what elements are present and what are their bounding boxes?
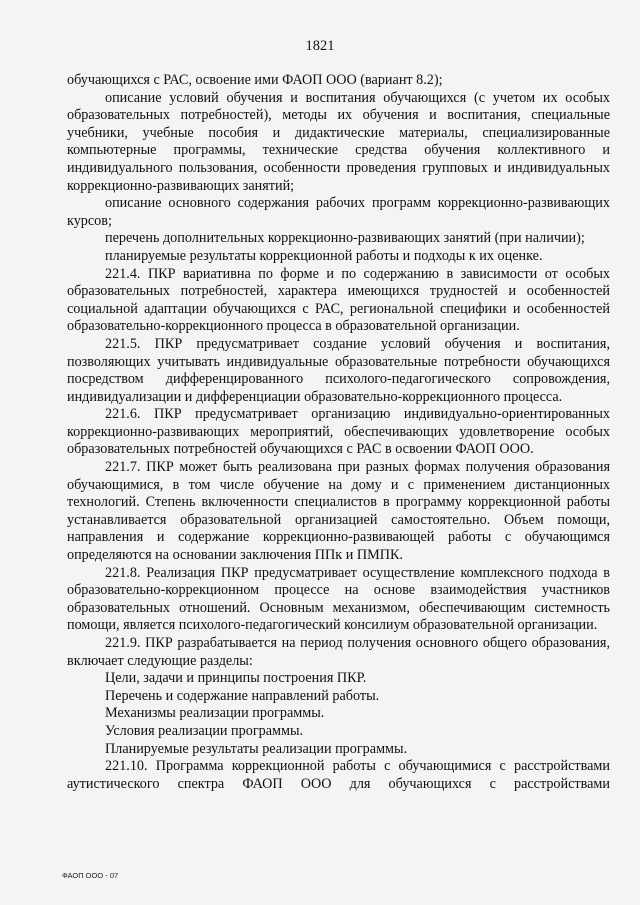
paragraph: 221.8. Реализация ПКР предусматривает осуществление комплексного подхода в образовательно-коррекционном процессе на основе взаимодействия участников образовательных отношений. Основным механизмом, обеспечивающим системность помощи, является психолого-педагогический консилиум образовательной организации. [67,564,610,634]
paragraph: Перечень и содержание направлений работы. [105,687,380,704]
paragraph: 221.4. ПКР вариативна по форме и по содержанию в зависимости от особых образовательных потребностей, характера имеющихся трудностей и особенностей социальной адаптации обучающихся с РАС, региональной специфики и особенностей образовательно-коррекционного процесса в образовательной организации. [67,265,610,335]
paragraph: 221.6. ПКР предусматривает организацию индивидуально-ориентированных коррекционно-развивающих мероприятий, обеспечивающих удовлетворение особых образовательных потребностей обучающихся с РАС в освоении ФАОП ООО. [67,406,610,458]
paragraph: планируемые результаты коррекционной работы и подходы к их оценке. [105,247,543,264]
paragraph: описание основного содержания рабочих программ коррекционно-развивающих курсов; [67,195,610,229]
paragraph: Условия реализации программы. [105,722,304,739]
paragraph: 221.5. ПКР предусматривает создание условий обучения и воспитания, позволяющих учитывать индивидуальные образовательные потребности обучающихся посредством дифференцированного психолого-педагогического сопровождения, индивидуализации и дифференциации образовательно-коррекционного процесса. [67,335,610,405]
paragraph: обучающихся с РАС, освоение ими ФАОП ООО (вариант 8.2); [67,72,443,88]
paragraph: 221.9. ПКР разрабатывается на период получения основного общего образования, включает следующие разделы: [67,635,610,669]
paragraph: Механизмы реализации программы. [105,705,325,722]
page-footer: ФАОП ООО - 07 [62,871,119,880]
paragraph: описание условий обучения и воспитания обучающихся (с учетом их особых образовательных потребностей), методы их обучения и воспитания, специальные учебники, учебные пособия и дидактические материалы, специализированные компьютерные программы, технические средства обучения коллективного и индивидуального пользования, особенности проведения групповых и индивидуальных коррекционно-развивающих занятий; [67,89,610,194]
page-number: 1821 [305,38,335,54]
paragraph: 221.10. Программа коррекционной работы с обучающимися с расстройствами аутистического спектра ФАОП ООО для обучающихся с расстройствами [67,758,610,792]
paragraph: Цели, задачи и принципы построения ПКР. [105,670,367,687]
document-body [67,72,610,793]
paragraph: 221.7. ПКР может быть реализована при разных формах получения образования обучающимися, в том числе обучение на дому и с применением дистанционных технологий. Степень включенности специалистов в программу коррекционной работы устанавливается образовательной организацией самостоятельно. Объем помощи, направления и содержание коррекционно-развивающей работы с обучающимся определяются на основании заключения ППк и ПМПК. [67,459,610,564]
paragraph: Планируемые результаты реализации программы. [105,740,408,757]
paragraph: перечень дополнительных коррекционно-развивающих занятий (при наличии); [105,230,585,247]
